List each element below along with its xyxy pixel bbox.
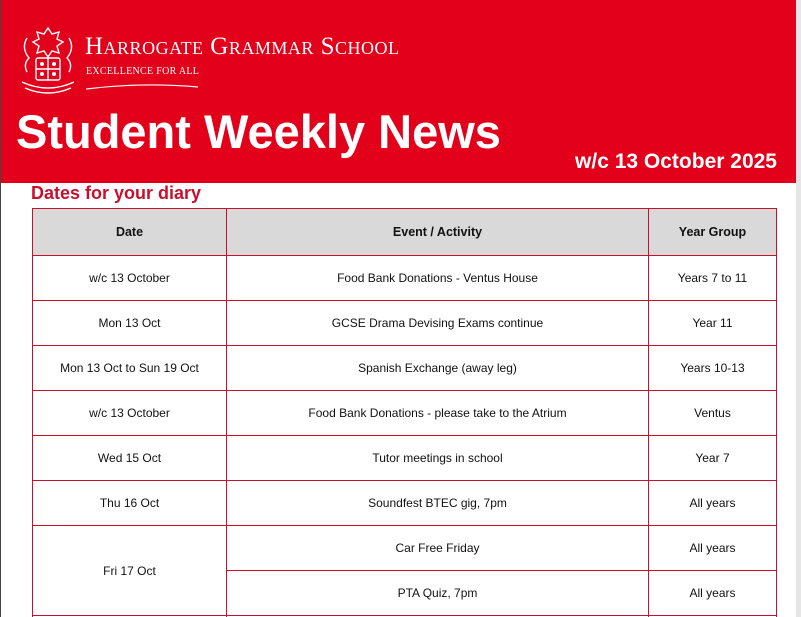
section-heading: Dates for your diary (31, 183, 202, 203)
year-cell: Years 10-13 (649, 346, 777, 391)
school-motto: EXCELLENCE FOR ALL (86, 66, 200, 77)
event-cell: Food Bank Donations - please take to the Atrium (227, 391, 649, 436)
event-cell: Food Bank Donations - Ventus House (227, 256, 649, 301)
column-header: Event / Activity (227, 209, 649, 256)
event-cell: GCSE Drama Devising Exams continue (227, 301, 649, 346)
year-cell: Years 7 to 11 (649, 256, 777, 301)
table-header-row (33, 209, 777, 256)
year-cell: All years (649, 571, 777, 616)
year-cell: Year 7 (649, 436, 777, 481)
year-cell: Year 11 (649, 301, 777, 346)
date-cell: Fri 17 Oct (33, 526, 227, 616)
diary-table (32, 208, 777, 617)
viewer-edge (796, 0, 801, 617)
year-cell: Ventus (649, 391, 777, 436)
date-cell: Wed 15 Oct (33, 436, 227, 481)
event-cell: PTA Quiz, 7pm (227, 571, 649, 616)
table-row (33, 391, 777, 436)
date-cell: w/c 13 October (33, 391, 227, 436)
table-row (33, 301, 777, 346)
table-row (33, 436, 777, 481)
event-cell: Spanish Exchange (away leg) (227, 346, 649, 391)
motto-underline (86, 82, 198, 92)
date-cell: Mon 13 Oct to Sun 19 Oct (33, 346, 227, 391)
date-cell: Thu 16 Oct (33, 481, 227, 526)
table-row (33, 256, 777, 301)
page-title: Student Weekly News (16, 105, 501, 158)
column-header: Year Group (649, 209, 777, 256)
event-cell: Car Free Friday (227, 526, 649, 571)
table-row (33, 481, 777, 526)
date-cell: w/c 13 October (33, 256, 227, 301)
table-row (33, 346, 777, 391)
week-commencing: w/c 13 October 2025 (575, 150, 777, 173)
school-name: Harrogate Grammar School (85, 33, 400, 60)
date-cell: Mon 13 Oct (33, 301, 227, 346)
year-cell: All years (649, 481, 777, 526)
year-cell: All years (649, 526, 777, 571)
header-banner (1, 0, 797, 183)
event-cell: Tutor meetings in school (227, 436, 649, 481)
table-row (33, 526, 777, 571)
school-crest-icon (17, 24, 79, 100)
column-header: Date (33, 209, 227, 256)
event-cell: Soundfest BTEC gig, 7pm (227, 481, 649, 526)
